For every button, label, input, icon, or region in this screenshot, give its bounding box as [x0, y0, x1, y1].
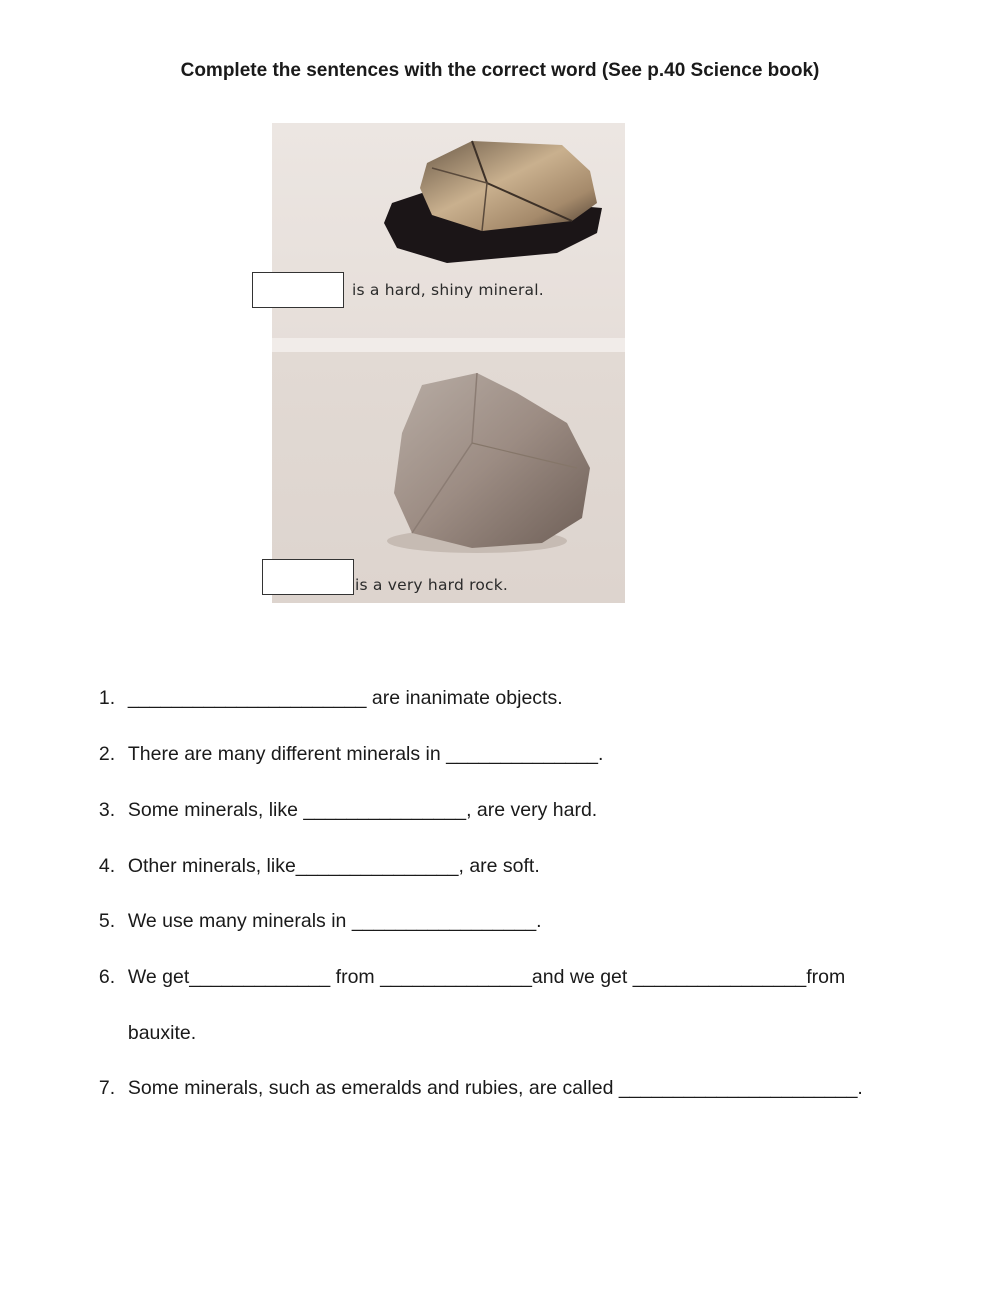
caption-mineral: is a hard, shiny mineral.: [352, 281, 544, 299]
question-text: There are many different minerals in ______________.: [127, 743, 604, 765]
mineral-crystal-shape: [420, 141, 597, 231]
question-number: 4.: [98, 855, 116, 877]
question-number: 1.: [98, 687, 116, 709]
question-text: We use many minerals in _________________.: [127, 910, 542, 932]
question-number: 5.: [98, 910, 116, 932]
question-text: bauxite.: [127, 1022, 197, 1044]
question-number: 3.: [98, 799, 116, 821]
question-text: We get_____________ from ______________and we get ________________from: [127, 966, 846, 988]
question-5: [88, 887, 542, 933]
question-text: Some minerals, like _______________, are very hard.: [127, 799, 598, 821]
question-number: 2.: [98, 743, 116, 765]
question-1: [88, 664, 563, 710]
question-2: [88, 720, 603, 766]
question-4: [88, 832, 540, 878]
rock-shape: [394, 373, 590, 548]
question-text: Some minerals, such as emeralds and rubies, are called ______________________.: [127, 1077, 863, 1099]
caption-rock: is a very hard rock.: [355, 576, 509, 594]
rock-illustrations: [272, 123, 625, 603]
question-3: [88, 776, 597, 822]
question-6: [88, 943, 845, 989]
question-text: Other minerals, like_______________, are soft.: [127, 855, 540, 877]
question-text: ______________________ are inanimate objects.: [127, 687, 563, 709]
textbook-photo: [272, 123, 625, 603]
question-6-continued: [88, 999, 196, 1045]
question-7: [88, 1054, 863, 1100]
question-number: 7.: [98, 1077, 116, 1099]
answer-box-rock[interactable]: [262, 559, 354, 595]
page-title: Complete the sentences with the correct word (See p.40 Science book): [180, 60, 820, 81]
answer-box-mineral[interactable]: [252, 272, 344, 308]
question-number: 6.: [98, 966, 116, 988]
